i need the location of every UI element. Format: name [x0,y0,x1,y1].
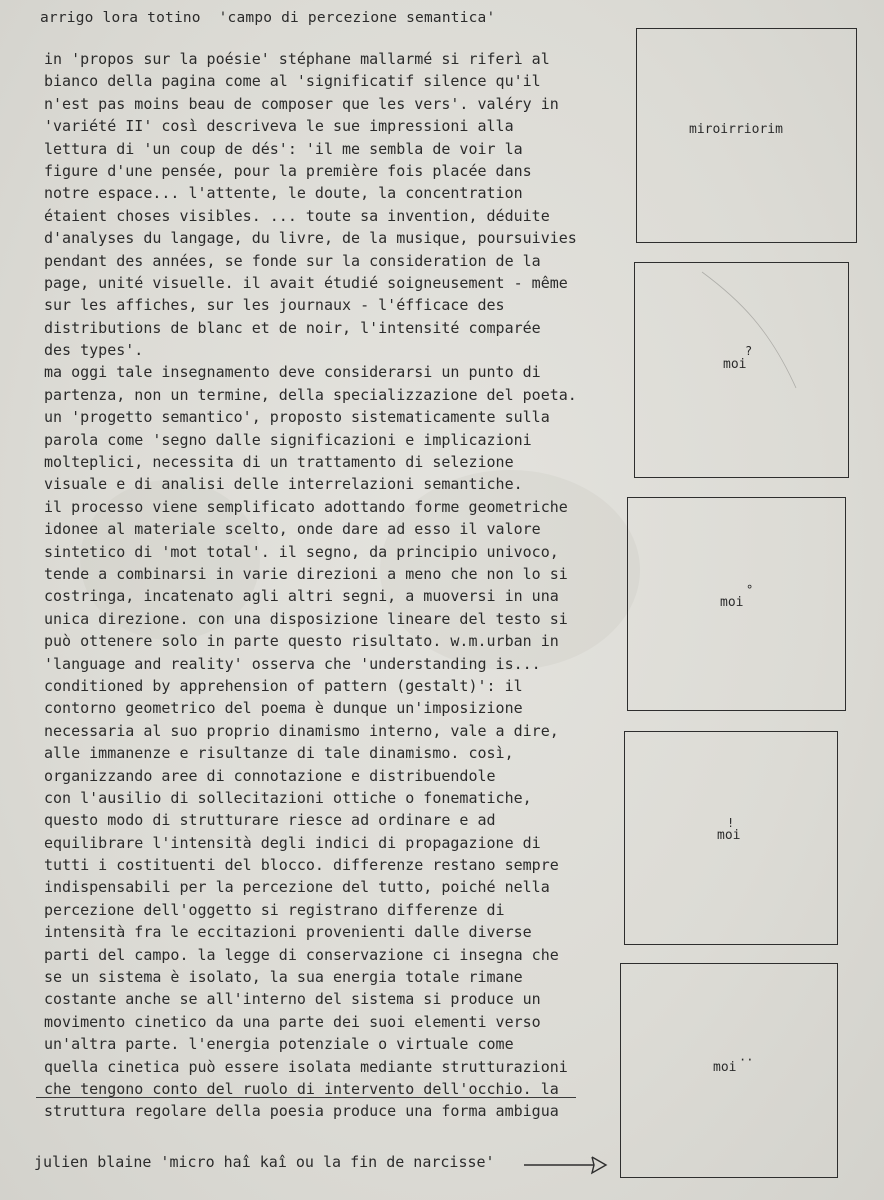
text-line: des types'. [44,341,144,360]
text-line: organizzando aree di connotazione e distribuendole [44,766,496,785]
small-mark: ° [746,583,754,597]
text-line: un'altra parte. l'energia potenziale o virtuale come [44,1035,514,1054]
text-line: alle immanenze e risultanze di tale dinamismo. così, [44,744,514,763]
text-line: conditioned by apprehension of pattern (gestalt)': il [44,676,523,695]
text-line: partenza, non un termine, della specializzazione del poeta. [44,385,577,404]
panel-box-1 [636,28,857,243]
box-label: moi [713,1060,737,1075]
text-line: 'language and reality' osserva che 'understanding is... [44,654,541,673]
text-line: quella cinetica può essere isolata mediante strutturazioni [44,1057,568,1076]
footer-caption: julien blaine 'micro haî kaî ou la fin de narcisse' [34,1153,495,1171]
text-line: pendant des années, se fonde sur la consideration de la [44,251,541,270]
essay-body [44,48,604,1123]
text-line: unica direzione. con una disposizione lineare del testo si [44,609,568,628]
box-label: moi [723,357,747,372]
text-line: indispensabili per la percezione del tutto, poiché nella [44,878,550,897]
panel-box-3 [627,497,846,711]
text-line: struttura regolare della poesia produce una forma ambigua [44,1102,559,1121]
faint-pencil-curve [700,270,800,390]
text-line: necessaria al suo proprio dinamismo interno, vale a dire, [44,721,559,740]
text-line: può ottenere solo in parte questo risultato. w.m.urban in [44,632,559,651]
page-title: arrigo lora totino 'campo di percezione semantica' [40,10,496,26]
text-line: movimento cinetico da una parte dei suoi elementi verso [44,1012,541,1031]
text-line: étaient choses visibles. ... toute sa invention, déduite [44,206,550,225]
text-line: page, unité visuelle. il avait étudié soigneusement - même [44,273,568,292]
arrow-right-icon [524,1155,610,1175]
text-line: lettura di 'un coup de dés': 'il me sembla de voir la [44,139,523,158]
panel-box-4 [624,731,838,945]
text-line: intensità fra le eccitazioni provenienti dalle diverse [44,923,532,942]
horizontal-rule [36,1097,576,1098]
text-line: parola come 'segno dalle significazioni e implicazioni [44,430,532,449]
text-line: equilibrare l'intensità degli indici di propagazione di [44,833,541,852]
text-line: costante anche se all'interno del sistema si produce un [44,990,541,1009]
text-line: molteplici, necessita di un trattamento di selezione [44,453,514,472]
text-line: percezione dell'oggetto si registrano differenze di [44,900,505,919]
text-line: notre espace... l'attente, le doute, la concentration [44,184,523,203]
text-line: figure d'une pensée, pour la première fois placée dans [44,161,532,180]
text-line: sintetico di 'mot total'. il segno, da principio univoco, [44,542,559,561]
text-line: il processo viene semplificato adottando forme geometriche [44,497,568,516]
box-label: moi [717,828,741,843]
box-label: miroirriorim [689,122,783,137]
text-line: con l'ausilio di sollecitazioni ottiche o fonematiche, [44,788,532,807]
text-line: in 'propos sur la poésie' stéphane mallarmé si riferì al [44,50,550,68]
text-line: tende a combinarsi in varie direzioni a meno che non lo si [44,564,568,583]
text-line: un 'progetto semantico', proposto sistematicamente sulla [44,408,550,427]
text-line: 'variété II' così descriveva le sue impressioni alla [44,117,514,136]
text-line: questo modo di strutturare riesce ad ordinare e ad [44,811,496,830]
text-line: distributions de blanc et de noir, l'intensité comparée [44,318,541,337]
text-line: sur les affiches, sur les journaux - l'éfficace des [44,296,505,315]
text-line: costringa, incatenato agli altri segni, a muoversi in una [44,587,559,606]
text-line: se un sistema è isolato, la sua energia totale rimane [44,968,523,987]
box-label: moi [720,595,744,610]
dots-mark: ·· [739,1053,754,1067]
text-line: contorno geometrico del poema è dunque un'imposizione [44,699,523,718]
text-line: parti del campo. la legge di conservazione ci insegna che [44,945,559,964]
text-line: n'est pas moins beau de composer que les vers'. valéry in [44,94,559,113]
text-line: idonee al materiale scelto, onde dare ad esso il valore [44,520,541,539]
text-line: visuale e di analisi delle interrelazioni semantiche. [44,475,523,494]
text-line: bianco della pagina come al 'significatif silence qu'il [44,72,541,91]
exclamation-mark: ! [727,816,735,830]
text-line: ma oggi tale insegnamento deve considerarsi un punto di [44,363,541,382]
question-mark: ? [745,344,753,358]
text-line: tutti i costituenti del blocco. differenze restano sempre [44,856,559,875]
text-line: d'analyses du langage, du livre, de la musique, poursuivies [44,229,577,248]
text-line: che tengono conto del ruolo di intervento dell'occhio. la [44,1079,559,1098]
panel-box-5 [620,963,838,1178]
